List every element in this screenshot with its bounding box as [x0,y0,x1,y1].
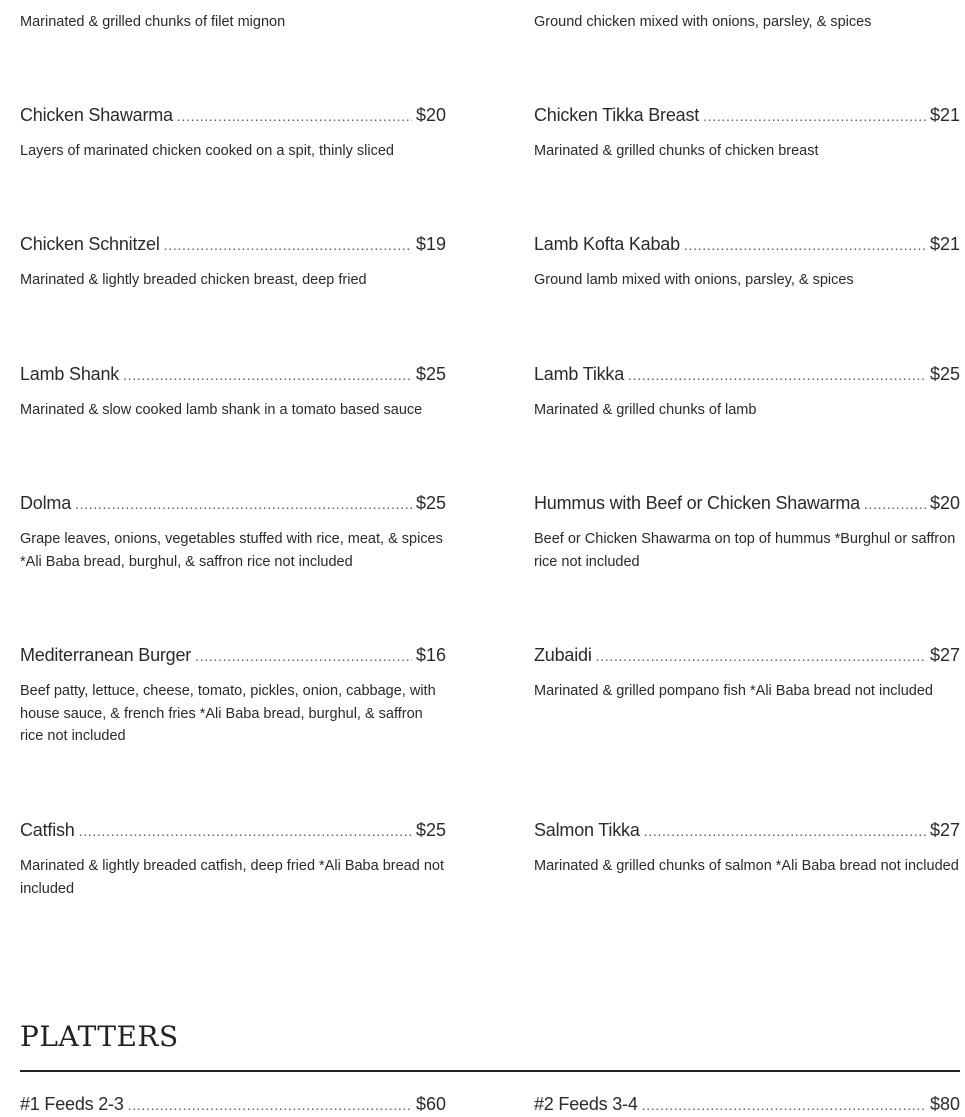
item-price: $21 [929,105,960,125]
menu-item [20,643,446,748]
item-price: $20 [415,105,446,125]
dot-leader [195,644,412,668]
item-price: $27 [929,820,960,840]
dot-leader [596,644,926,668]
dot-leader [123,363,412,387]
item-description: Ground chicken mixed with onions, parsley, & spices [534,14,872,30]
item-name: Chicken Tikka Breast [534,105,700,125]
item-description: Grape leaves, onions, vegetables stuffed with rice, meat, & spices *Ali Baba bread, burghul, & saffron rice not included [20,531,443,570]
item-price: $21 [929,234,960,254]
item-price: $27 [929,645,960,665]
item-name: Chicken Shawarma [20,105,173,125]
item-price: $25 [929,364,960,384]
item-description: Marinated & slow cooked lamb shank in a tomato based sauce [20,402,423,418]
item-description: Marinated & grilled chunks of chicken breast [534,143,819,159]
dot-leader [628,363,926,387]
item-price: $19 [415,234,446,254]
dot-leader [177,104,412,128]
item-price: $25 [415,820,446,840]
item-description: Marinated & lightly breaded catfish, deep fried *Ali Baba bread not included [20,858,444,897]
item-name: Mediterranean Burger [20,645,192,665]
menu-item [534,362,960,422]
item-name: Lamb Tikka [534,364,625,384]
item-name: #1 Feeds 2-3 [20,1094,124,1114]
item-price: $25 [415,364,446,384]
item-description: Layers of marinated chicken cooked on a spit, thinly sliced [20,143,394,159]
item-name: Lamb Shank [20,364,120,384]
menu-item [20,818,446,900]
item-name: Salmon Tikka [534,820,640,840]
item-description: Marinated & grilled pompano fish *Ali Baba bread not included [534,683,933,699]
item-price: $20 [929,493,960,513]
menu-item [20,491,446,573]
menu-item [20,232,446,292]
item-name: Lamb Kofta Kabab [534,234,680,254]
menu-item [20,362,446,422]
platter-item [534,1092,960,1117]
platter-item [20,1092,446,1117]
item-name: Zubaidi [534,645,592,665]
item-name: Hummus with Beef or Chicken Shawarma [534,493,860,513]
menu-item [534,232,960,292]
item-price: $80 [929,1094,960,1114]
dot-leader [703,104,926,128]
item-description: Marinated & grilled chunks of filet mignon [20,14,286,30]
item-name: #2 Feeds 3-4 [534,1094,638,1114]
dot-leader [684,233,926,257]
dot-leader [128,1093,412,1117]
menu-item [534,491,960,573]
dot-leader [164,233,412,257]
item-description: Marinated & grilled chunks of lamb [534,402,757,418]
menu-item [534,818,960,878]
item-description: Marinated & lightly breaded chicken breast, deep fried [20,272,367,288]
dot-leader [75,492,412,516]
menu-item [534,103,960,163]
item-name: Catfish [20,820,75,840]
section-divider [20,1070,960,1072]
dot-leader [864,492,926,516]
item-description: Beef patty, lettuce, cheese, tomato, pickles, onion, cabbage, with house sauce, & french fries *Ali Baba bread, burghul, & saffron rice not included [20,683,436,744]
item-price: $25 [415,493,446,513]
dot-leader [644,819,926,843]
dot-leader [79,819,412,843]
dot-leader [642,1093,926,1117]
item-name: Dolma [20,493,72,513]
menu-item [20,103,446,163]
menu-item [534,643,960,703]
item-description: Marinated & grilled chunks of salmon *Ali Baba bread not included [534,858,959,874]
item-description: Beef or Chicken Shawarma on top of hummus *Burghul or saffron rice not included [534,531,956,570]
item-description: Ground lamb mixed with onions, parsley, & spices [534,272,854,288]
item-price: $60 [415,1094,446,1114]
item-name: Chicken Schnitzel [20,234,160,254]
section-title-platters: PLATTERS [20,1020,179,1053]
item-price: $16 [415,645,446,665]
